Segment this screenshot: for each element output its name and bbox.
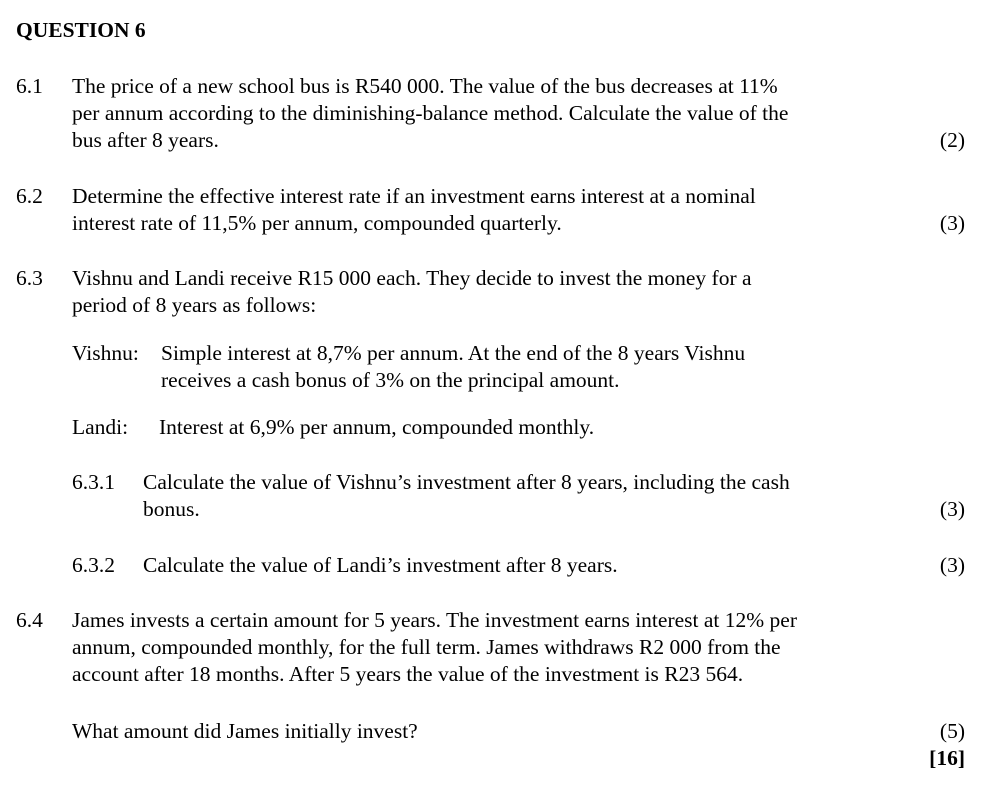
question-6-2-line: interest rate of 11,5% per annum, compounded quarterly. xyxy=(72,211,562,235)
marks-6-1: (2) xyxy=(939,128,965,152)
question-6-4-line: account after 18 months. After 5 years the value of the investment is R23 564. xyxy=(72,662,744,686)
marks-6-3-1: (3) xyxy=(939,497,965,521)
total-marks: [16] xyxy=(929,746,965,770)
marks-6-4: (5) xyxy=(939,719,965,743)
question-6-3-2-text: Calculate the value of Landi’s investment after 8 years. xyxy=(143,553,618,577)
question-6-1-line: The price of a new school bus is R540 000. The value of the bus decreases at 11% xyxy=(72,74,778,98)
question-6-4-line: James invests a certain amount for 5 years. The investment earns interest at 12% per xyxy=(72,608,797,632)
question-6-1-line: bus after 8 years. xyxy=(72,128,219,152)
question-heading: QUESTION 6 xyxy=(16,18,146,42)
question-6-2-line: Determine the effective interest rate if an investment earns interest at a nominal xyxy=(72,184,756,208)
vishnu-terms-line: Simple interest at 8,7% per annum. At the end of the 8 years Vishnu xyxy=(161,341,746,365)
question-number-6-3-2: 6.3.2 xyxy=(72,553,115,577)
marks-6-2: (3) xyxy=(939,211,965,235)
question-6-3-line: period of 8 years as follows: xyxy=(72,293,317,317)
marks-6-3-2: (3) xyxy=(939,553,965,577)
question-6-3-1-line: Calculate the value of Vishnu’s investment after 8 years, including the cash xyxy=(143,470,790,494)
question-6-3-line: Vishnu and Landi receive R15 000 each. They decide to invest the money for a xyxy=(72,266,752,290)
landi-terms: Interest at 6,9% per annum, compounded monthly. xyxy=(159,415,595,439)
landi-label: Landi: xyxy=(72,415,129,439)
question-number-6-1: 6.1 xyxy=(16,74,43,98)
question-number-6-3-1: 6.3.1 xyxy=(72,470,115,494)
question-6-1-line: per annum according to the diminishing-balance method. Calculate the value of the xyxy=(72,101,789,125)
question-6-4-line: annum, compounded monthly, for the full term. James withdraws R2 000 from the xyxy=(72,635,781,659)
vishnu-label: Vishnu: xyxy=(72,341,139,365)
question-number-6-2: 6.2 xyxy=(16,184,43,208)
question-number-6-4: 6.4 xyxy=(16,608,43,632)
question-number-6-3: 6.3 xyxy=(16,266,43,290)
vishnu-terms-line: receives a cash bonus of 3% on the principal amount. xyxy=(161,368,620,392)
question-6-4-prompt: What amount did James initially invest? xyxy=(72,719,418,743)
question-6-3-1-line: bonus. xyxy=(143,497,200,521)
